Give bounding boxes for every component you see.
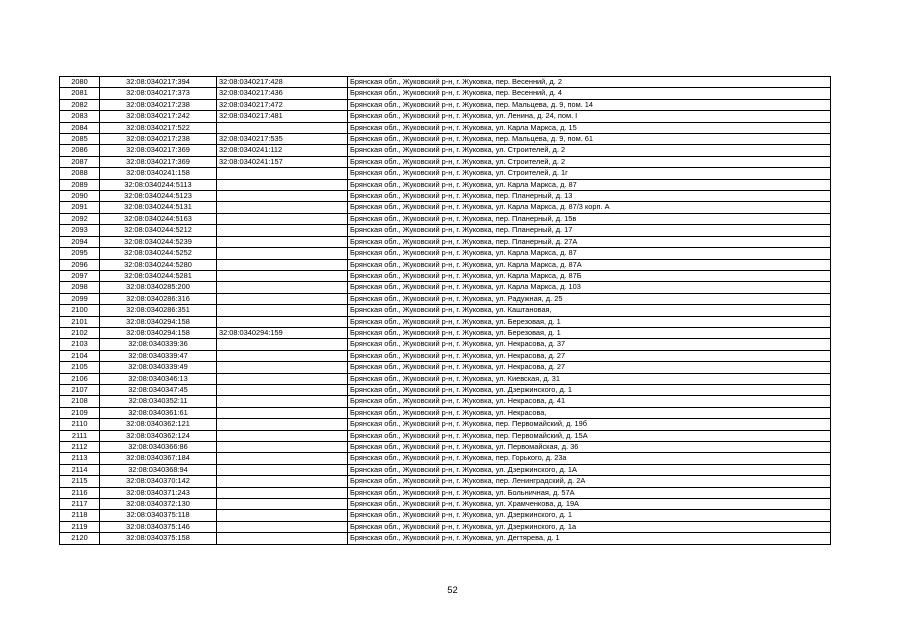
cadastral-number-cell: 32:08:0340361:61 xyxy=(100,407,217,418)
address-cell: Брянская обл., Жуковский р-н, г. Жуковка, пер. Ленинградский, д. 2А xyxy=(348,476,831,487)
related-cadastral-number-cell xyxy=(217,407,348,418)
registry-table-body xyxy=(60,77,831,545)
address-cell: Брянская обл., Жуковский р-н, г. Жуковка, пер. Весенний, д. 4 xyxy=(348,88,831,99)
row-number-cell: 2094 xyxy=(60,236,100,247)
related-cadastral-number-cell xyxy=(217,305,348,316)
cadastral-number-cell: 32:08:0340217:238 xyxy=(100,134,217,145)
cadastral-number-cell: 32:08:0340244:5212 xyxy=(100,225,217,236)
table-row xyxy=(60,99,831,110)
table-row xyxy=(60,316,831,327)
row-number-cell: 2095 xyxy=(60,248,100,259)
cadastral-number-cell: 32:08:0340294:158 xyxy=(100,316,217,327)
table-row xyxy=(60,396,831,407)
cadastral-number-cell: 32:08:0340347:45 xyxy=(100,384,217,395)
related-cadastral-number-cell xyxy=(217,453,348,464)
row-number-cell: 2109 xyxy=(60,407,100,418)
table-row xyxy=(60,122,831,133)
related-cadastral-number-cell xyxy=(217,236,348,247)
cadastral-number-cell: 32:08:0340244:5123 xyxy=(100,191,217,202)
cadastral-number-cell: 32:08:0340244:5281 xyxy=(100,270,217,281)
related-cadastral-number-cell xyxy=(217,521,348,532)
row-number-cell: 2097 xyxy=(60,270,100,281)
address-cell: Брянская обл., Жуковский р-н, г. Жуковка, ул. Карла Маркса, д. 87А xyxy=(348,259,831,270)
related-cadastral-number-cell xyxy=(217,350,348,361)
row-number-cell: 2101 xyxy=(60,316,100,327)
row-number-cell: 2093 xyxy=(60,225,100,236)
table-row xyxy=(60,350,831,361)
cadastral-number-cell: 32:08:0340371:243 xyxy=(100,487,217,498)
row-number-cell: 2099 xyxy=(60,293,100,304)
address-cell: Брянская обл., Жуковский р-н, г. Жуковка, ул. Березовая, д. 1 xyxy=(348,316,831,327)
address-cell: Брянская обл., Жуковский р-н, г. Жуковка, пер. Первомайский, д. 19б xyxy=(348,419,831,430)
address-cell: Брянская обл., Жуковский р-н, г. Жуковка, ул. Больничная, д. 57А xyxy=(348,487,831,498)
table-row xyxy=(60,236,831,247)
cadastral-number-cell: 32:08:0340217:373 xyxy=(100,88,217,99)
table-row xyxy=(60,111,831,122)
cadastral-number-cell: 32:08:0340367:184 xyxy=(100,453,217,464)
cadastral-number-cell: 32:08:0340352:11 xyxy=(100,396,217,407)
table-row xyxy=(60,487,831,498)
table-row xyxy=(60,407,831,418)
row-number-cell: 2102 xyxy=(60,327,100,338)
cadastral-number-cell: 32:08:0340217:522 xyxy=(100,122,217,133)
address-cell: Брянская обл., Жуковский р-н, г. Жуковка, пер. Планерный, д. 15в xyxy=(348,213,831,224)
cadastral-number-cell: 32:08:0340286:316 xyxy=(100,293,217,304)
cadastral-number-cell: 32:08:0340217:369 xyxy=(100,145,217,156)
table-row xyxy=(60,362,831,373)
table-row xyxy=(60,464,831,475)
row-number-cell: 2114 xyxy=(60,464,100,475)
related-cadastral-number-cell xyxy=(217,464,348,475)
table-row xyxy=(60,88,831,99)
table-row xyxy=(60,134,831,145)
related-cadastral-number-cell xyxy=(217,168,348,179)
address-cell: Брянская обл., Жуковский р-н, г. Жуковка, ул. Первомайская, д. 36 xyxy=(348,442,831,453)
address-cell: Брянская обл., Жуковский р-н, г. Жуковка, ул. Храмченкова, д. 19А xyxy=(348,499,831,510)
table-row xyxy=(60,384,831,395)
cadastral-number-cell: 32:08:0340244:5239 xyxy=(100,236,217,247)
cadastral-number-cell: 32:08:0340362:124 xyxy=(100,430,217,441)
address-cell: Брянская обл., Жуковский р-н, г. Жуковка, ул. Некрасова, д. 37 xyxy=(348,339,831,350)
cadastral-number-cell: 32:08:0340241:158 xyxy=(100,168,217,179)
table-row xyxy=(60,533,831,544)
related-cadastral-number-cell xyxy=(217,225,348,236)
related-cadastral-number-cell xyxy=(217,373,348,384)
address-cell: Брянская обл., Жуковский р-н, г. Жуковка, пер. Горького, д. 23а xyxy=(348,453,831,464)
table-row xyxy=(60,442,831,453)
related-cadastral-number-cell xyxy=(217,430,348,441)
cadastral-number-cell: 32:08:0340339:47 xyxy=(100,350,217,361)
address-cell: Брянская обл., Жуковский р-н, г. Жуковка, пер. Мальцева, д. 9, пом. 61 xyxy=(348,134,831,145)
table-row xyxy=(60,145,831,156)
related-cadastral-number-cell xyxy=(217,248,348,259)
cadastral-number-cell: 32:08:0340372:130 xyxy=(100,499,217,510)
address-cell: Брянская обл., Жуковский р-н, г. Жуковка, ул. Каштановая, xyxy=(348,305,831,316)
cadastral-number-cell: 32:08:0340244:5252 xyxy=(100,248,217,259)
related-cadastral-number-cell: 32:08:0340241:112 xyxy=(217,145,348,156)
row-number-cell: 2080 xyxy=(60,77,100,88)
address-cell: Брянская обл., Жуковский р-н, г. Жуковка, ул. Строителей, д. 2 xyxy=(348,145,831,156)
table-row xyxy=(60,339,831,350)
row-number-cell: 2119 xyxy=(60,521,100,532)
table-row xyxy=(60,327,831,338)
address-cell: Брянская обл., Жуковский р-н, г. Жуковка, ул. Дзержинского, д. 1А xyxy=(348,464,831,475)
address-cell: Брянская обл., Жуковский р-н, г. Жуковка, ул. Березовая, д. 1 xyxy=(348,327,831,338)
cadastral-number-cell: 32:08:0340294:158 xyxy=(100,327,217,338)
row-number-cell: 2105 xyxy=(60,362,100,373)
row-number-cell: 2120 xyxy=(60,533,100,544)
address-cell: Брянская обл., Жуковский р-н, г. Жуковка, ул. Строителей, д. 2 xyxy=(348,156,831,167)
address-cell: Брянская обл., Жуковский р-н, г. Жуковка, ул. Радужная, д. 25 xyxy=(348,293,831,304)
related-cadastral-number-cell: 32:08:0340217:481 xyxy=(217,111,348,122)
address-cell: Брянская обл., Жуковский р-н, г. Жуковка, ул. Некрасова, xyxy=(348,407,831,418)
row-number-cell: 2112 xyxy=(60,442,100,453)
cadastral-number-cell: 32:08:0340366:86 xyxy=(100,442,217,453)
table-row xyxy=(60,202,831,213)
address-cell: Брянская обл., Жуковский р-н, г. Жуковка, ул. Дзержинского, д. 1 xyxy=(348,384,831,395)
row-number-cell: 2087 xyxy=(60,156,100,167)
row-number-cell: 2108 xyxy=(60,396,100,407)
row-number-cell: 2103 xyxy=(60,339,100,350)
address-cell: Брянская обл., Жуковский р-н, г. Жуковка, пер. Планерный, д. 27А xyxy=(348,236,831,247)
address-cell: Брянская обл., Жуковский р-н, г. Жуковка, ул. Ленина, д. 24, пом. I xyxy=(348,111,831,122)
address-cell: Брянская обл., Жуковский р-н, г. Жуковка, ул. Дзержинского, д. 1а xyxy=(348,521,831,532)
row-number-cell: 2111 xyxy=(60,430,100,441)
row-number-cell: 2107 xyxy=(60,384,100,395)
address-cell: Брянская обл., Жуковский р-н, г. Жуковка, ул. Строителей, д. 1г xyxy=(348,168,831,179)
related-cadastral-number-cell xyxy=(217,202,348,213)
address-cell: Брянская обл., Жуковский р-н, г. Жуковка, ул. Некрасова, д. 41 xyxy=(348,396,831,407)
related-cadastral-number-cell xyxy=(217,122,348,133)
cadastral-number-cell: 32:08:0340339:49 xyxy=(100,362,217,373)
address-cell: Брянская обл., Жуковский р-н, г. Жуковка, ул. Некрасова, д. 27 xyxy=(348,362,831,373)
related-cadastral-number-cell: 32:08:0340217:428 xyxy=(217,77,348,88)
related-cadastral-number-cell xyxy=(217,179,348,190)
related-cadastral-number-cell: 32:08:0340241:157 xyxy=(217,156,348,167)
address-cell: Брянская обл., Жуковский р-н, г. Жуковка, пер. Мальцева, д. 9, пом. 14 xyxy=(348,99,831,110)
table-row xyxy=(60,373,831,384)
address-cell: Брянская обл., Жуковский р-н, г. Жуковка, ул. Карла Маркса, д. 87Б xyxy=(348,270,831,281)
cadastral-number-cell: 32:08:0340217:242 xyxy=(100,111,217,122)
registry-table xyxy=(59,76,831,545)
related-cadastral-number-cell xyxy=(217,533,348,544)
cadastral-number-cell: 32:08:0340375:146 xyxy=(100,521,217,532)
page-number: 52 xyxy=(447,585,458,596)
row-number-cell: 2104 xyxy=(60,350,100,361)
row-number-cell: 2110 xyxy=(60,419,100,430)
related-cadastral-number-cell xyxy=(217,259,348,270)
related-cadastral-number-cell xyxy=(217,384,348,395)
address-cell: Брянская обл., Жуковский р-н, г. Жуковка, пер. Первомайский, д. 15А xyxy=(348,430,831,441)
address-cell: Брянская обл., Жуковский р-н, г. Жуковка, ул. Дегтярева, д. 1 xyxy=(348,533,831,544)
cadastral-number-cell: 32:08:0340244:5163 xyxy=(100,213,217,224)
row-number-cell: 2115 xyxy=(60,476,100,487)
cadastral-number-cell: 32:08:0340244:5131 xyxy=(100,202,217,213)
address-cell: Брянская обл., Жуковский р-н, г. Жуковка, пер. Планерный, д. 17 xyxy=(348,225,831,236)
address-cell: Брянская обл., Жуковский р-н, г. Жуковка, ул. Некрасова, д. 27 xyxy=(348,350,831,361)
table-row xyxy=(60,476,831,487)
table-row xyxy=(60,179,831,190)
row-number-cell: 2116 xyxy=(60,487,100,498)
related-cadastral-number-cell xyxy=(217,282,348,293)
address-cell: Брянская обл., Жуковский р-н, г. Жуковка, ул. Карла Маркса, д. 103 xyxy=(348,282,831,293)
table-row xyxy=(60,156,831,167)
row-number-cell: 2088 xyxy=(60,168,100,179)
row-number-cell: 2100 xyxy=(60,305,100,316)
row-number-cell: 2089 xyxy=(60,179,100,190)
cadastral-number-cell: 32:08:0340346:13 xyxy=(100,373,217,384)
cadastral-number-cell: 32:08:0340217:394 xyxy=(100,77,217,88)
row-number-cell: 2081 xyxy=(60,88,100,99)
related-cadastral-number-cell xyxy=(217,270,348,281)
related-cadastral-number-cell xyxy=(217,442,348,453)
table-row xyxy=(60,419,831,430)
cadastral-number-cell: 32:08:0340370:142 xyxy=(100,476,217,487)
related-cadastral-number-cell: 32:08:0340217:472 xyxy=(217,99,348,110)
related-cadastral-number-cell: 32:08:0340294:159 xyxy=(217,327,348,338)
row-number-cell: 2086 xyxy=(60,145,100,156)
address-cell: Брянская обл., Жуковский р-н, г. Жуковка, ул. Карла Маркса, д. 87 xyxy=(348,248,831,259)
row-number-cell: 2117 xyxy=(60,499,100,510)
address-cell: Брянская обл., Жуковский р-н, г. Жуковка, ул. Карла Маркса, д. 87/3 корп. А xyxy=(348,202,831,213)
related-cadastral-number-cell xyxy=(217,213,348,224)
related-cadastral-number-cell xyxy=(217,339,348,350)
table-row xyxy=(60,248,831,259)
table-row xyxy=(60,305,831,316)
address-cell: Брянская обл., Жуковский р-н, г. Жуковка, пер. Планерный, д. 13 xyxy=(348,191,831,202)
cadastral-number-cell: 32:08:0340217:369 xyxy=(100,156,217,167)
row-number-cell: 2091 xyxy=(60,202,100,213)
related-cadastral-number-cell: 32:08:0340217:535 xyxy=(217,134,348,145)
row-number-cell: 2106 xyxy=(60,373,100,384)
table-row xyxy=(60,521,831,532)
related-cadastral-number-cell xyxy=(217,419,348,430)
table-row xyxy=(60,293,831,304)
table-row xyxy=(60,499,831,510)
table-row xyxy=(60,430,831,441)
row-number-cell: 2092 xyxy=(60,213,100,224)
address-cell: Брянская обл., Жуковский р-н, г. Жуковка, ул. Дзержинского, д. 1 xyxy=(348,510,831,521)
row-number-cell: 2096 xyxy=(60,259,100,270)
row-number-cell: 2118 xyxy=(60,510,100,521)
table-row xyxy=(60,213,831,224)
cadastral-number-cell: 32:08:0340375:118 xyxy=(100,510,217,521)
table-row xyxy=(60,191,831,202)
related-cadastral-number-cell xyxy=(217,362,348,373)
cadastral-number-cell: 32:08:0340244:5280 xyxy=(100,259,217,270)
address-cell: Брянская обл., Жуковский р-н, г. Жуковка, ул. Карла Маркса, д. 87 xyxy=(348,179,831,190)
cadastral-number-cell: 32:08:0340217:238 xyxy=(100,99,217,110)
row-number-cell: 2090 xyxy=(60,191,100,202)
address-cell: Брянская обл., Жуковский р-н, г. Жуковка, ул. Карла Маркса, д. 15 xyxy=(348,122,831,133)
address-cell: Брянская обл., Жуковский р-н, г. Жуковка, ул. Киевская, д. 31 xyxy=(348,373,831,384)
address-cell: Брянская обл., Жуковский р-н, г. Жуковка, пер. Весенний, д. 2 xyxy=(348,77,831,88)
table-row xyxy=(60,168,831,179)
table-row xyxy=(60,510,831,521)
related-cadastral-number-cell xyxy=(217,293,348,304)
row-number-cell: 2113 xyxy=(60,453,100,464)
related-cadastral-number-cell: 32:08:0340217:436 xyxy=(217,88,348,99)
cadastral-number-cell: 32:08:0340368:94 xyxy=(100,464,217,475)
table-row xyxy=(60,282,831,293)
cadastral-number-cell: 32:08:0340339:36 xyxy=(100,339,217,350)
table-row xyxy=(60,270,831,281)
related-cadastral-number-cell xyxy=(217,476,348,487)
related-cadastral-number-cell xyxy=(217,499,348,510)
row-number-cell: 2085 xyxy=(60,134,100,145)
row-number-cell: 2082 xyxy=(60,99,100,110)
table-row xyxy=(60,77,831,88)
cadastral-number-cell: 32:08:0340375:158 xyxy=(100,533,217,544)
table-row xyxy=(60,259,831,270)
row-number-cell: 2098 xyxy=(60,282,100,293)
related-cadastral-number-cell xyxy=(217,191,348,202)
row-number-cell: 2084 xyxy=(60,122,100,133)
cadastral-number-cell: 32:08:0340362:121 xyxy=(100,419,217,430)
table-row xyxy=(60,225,831,236)
table-row xyxy=(60,453,831,464)
row-number-cell: 2083 xyxy=(60,111,100,122)
related-cadastral-number-cell xyxy=(217,487,348,498)
related-cadastral-number-cell xyxy=(217,396,348,407)
related-cadastral-number-cell xyxy=(217,316,348,327)
cadastral-number-cell: 32:08:0340286:351 xyxy=(100,305,217,316)
cadastral-number-cell: 32:08:0340285:200 xyxy=(100,282,217,293)
cadastral-number-cell: 32:08:0340244:5113 xyxy=(100,179,217,190)
related-cadastral-number-cell xyxy=(217,510,348,521)
